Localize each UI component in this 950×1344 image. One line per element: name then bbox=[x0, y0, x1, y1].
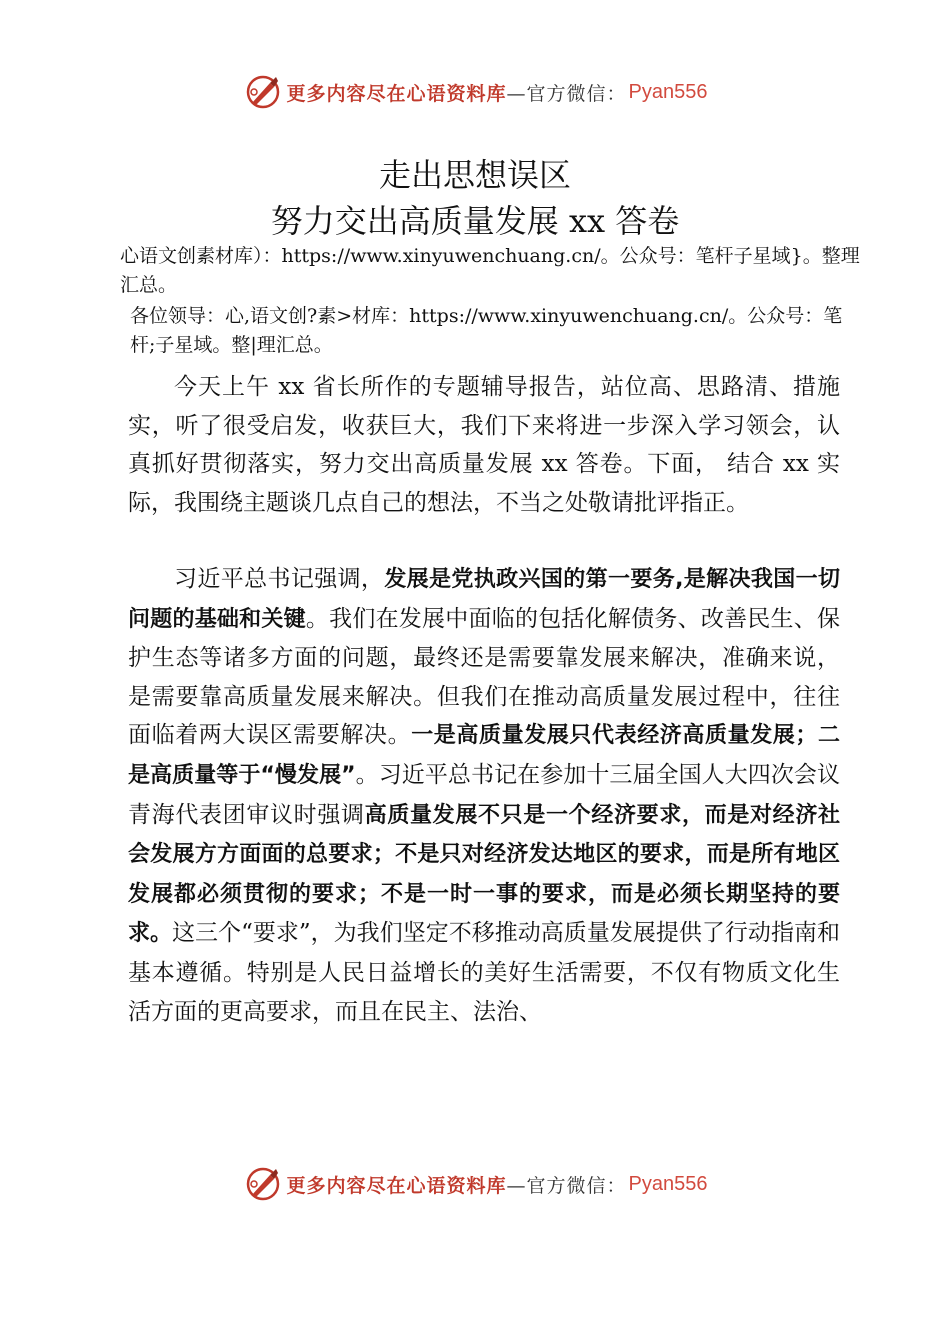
document-title-line1: 走出思想误区 bbox=[378, 156, 571, 194]
banner-sub-text: —官方微信： bbox=[506, 82, 627, 105]
p2-emphasis-1: 发展是党执政兴国的第一要务,是解决我国一切问题的基础和关键 bbox=[128, 567, 841, 632]
p2-segment-g: 这三个“要求”，为我们坚定不移推动高质量发展提供了行动指南和基本遵循。特别是人民日益增长的美好生活需要，不仅有物质文化生活方面的更高要求，而且在民主、法治、 bbox=[128, 920, 840, 1025]
pen-logo-icon bbox=[243, 72, 283, 112]
banner-main-text: 更多内容尽在心语资料库 bbox=[286, 82, 507, 105]
p2-segment-e: 。习近平总书记在参加十三届全国人大四次会议青海代表团审议时强调 bbox=[128, 761, 841, 828]
header-banner bbox=[0, 70, 950, 114]
footer-banner bbox=[0, 1162, 950, 1206]
p2-segment-a: 习近平总书记强调， bbox=[174, 566, 385, 592]
paragraph-1 bbox=[128, 368, 840, 522]
pen-logo-icon bbox=[243, 1164, 283, 1204]
banner-main-text: 更多内容尽在心语资料库 bbox=[286, 1174, 507, 1197]
p2-segment-c: 。我们在发展中面临的包括化解债务、改善民生、保护生态等诸多方面的问题，最终还是需要靠发展来解决，准确来说，是需要靠高质量发展来解决。但我们在推动高质量发展过程中，往往面临着两大误区需要解决。 bbox=[128, 605, 840, 749]
p2-emphasis-3: 高质量发展不只是一个经济要求，而是对经济社会发展方方面面的总要求；不是只对经济发达地区的要求，而是所有地区发展都必须贯彻的要求；不是一时一事的要求，而是必须长期坚持的要求。 bbox=[128, 802, 840, 947]
p2-emphasis-2: 一是高质量发展只代表经济高质量发展；二是高质量等于“慢发展” bbox=[128, 723, 840, 788]
banner-wechat-id: Pyan556 bbox=[628, 80, 708, 103]
banner-wechat-id: Pyan556 bbox=[628, 1172, 708, 1195]
paragraph-1-text: 今天上午 xx 省长所作的专题辅导报告，站位高、思路清、措施实，听了很受启发，收获巨大，我们下来将进一步深入学习领会，认真抓好贯彻落实，努力交出高质量发展 xx 答卷。下面， 结合 xx 实际，我围绕主题谈几点自己的想法，不当之处敬请批评指正。 bbox=[128, 374, 840, 516]
banner-sub-text: —官方微信： bbox=[506, 1174, 627, 1197]
document-title-line2: 努力交出高质量发展 xx 答卷 bbox=[270, 202, 680, 240]
paragraph-2 bbox=[128, 560, 840, 1031]
source-note-1: 心语文创素材库）：https://www.xinyuwenchuang.cn/。公众号：笔杆子星域}。整理汇总。 bbox=[120, 245, 860, 296]
paragraph-2-text bbox=[128, 560, 840, 1031]
source-note-2: 各位领导：心,语文创?素>材库：https://www.xinyuwenchuang.cn/。公众号：笔杆;子星域。整|理汇总。 bbox=[130, 305, 843, 356]
